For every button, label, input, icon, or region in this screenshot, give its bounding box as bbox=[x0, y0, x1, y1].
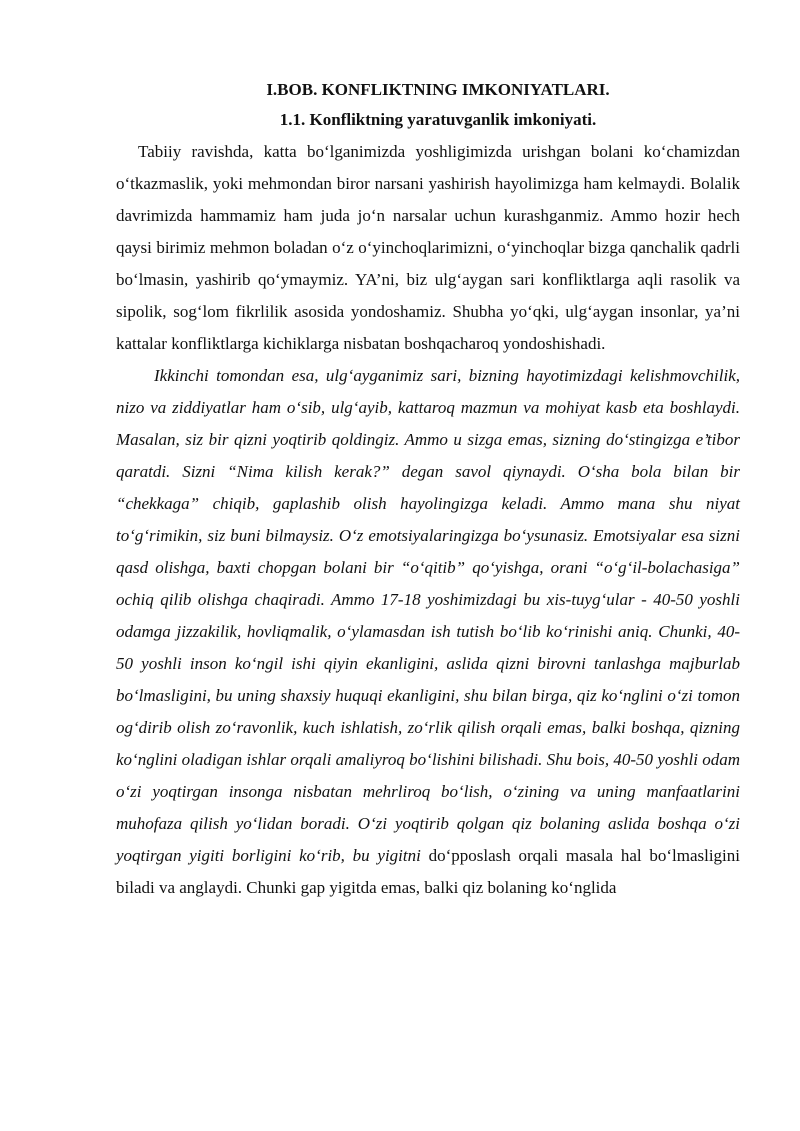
paragraph-1: Tabiiy ravishda, katta bo‘lganimizda yoshligimizda urishgan bolani ko‘chamizdan o‘tkazmaslik, yoki mehmondan biror narsani yashirish hayolimizga ham kelmaydi. Bolalik davrimizda hammamiz ham juda jo‘n narsalar uchun kurashganmiz. Ammo hozir hech qaysi birimiz mehmon boladan o‘z o‘yinchoqlarimizni, o‘yinchoqlar bizga qanchalik qadrli bo‘lmasin, yashirib qo‘ymaymiz. YA’ni, biz ulg‘aygan sari konfliktlarga aqli rasolik va sipolik, sog‘lom fikrlilik asosida yondoshamiz. Shubha yo‘qki, ulg‘aygan insonlar, ya’ni kattalar konfliktlarga kichiklarga nisbatan boshqacharoq yondoshishadi. bbox=[116, 142, 740, 353]
paragraph-2 bbox=[116, 360, 740, 904]
paragraph-2-roman-text: do‘pposlash orqali masala hal bo‘lmasligini biladi va anglaydi. Chunki gap yigitda emas, balki qiz bolaning ko‘nglida bbox=[116, 846, 740, 897]
paragraph-2-italic-text: Ikkinchi tomondan esa, ulg‘ayganimiz sari, bizning hayotimizdagi kelishmovchilik, nizo va ziddiyatlar ham o‘sib, ulg‘ayib, kattaroq mazmun va mohiyat kasb eta boshlaydi. Masalan, siz bir qizni yoqtirib qoldingiz. Ammo u sizga emas, sizning do‘stingizga e’tibor qaratdi. Sizni “Nima kilish kerak?” degan savol qiynaydi. O‘sha bola bilan bir “chekkaga” chiqib, gaplashib olish hayolingizga keladi. Ammo mana shu niyat to‘g‘rimikin, siz buni bilmaysiz. O‘z emotsiyalaringizga bo‘ysunasiz. Emotsiyalar esa sizni qasd olishga, baxti chopgan bolani bir “o‘qitib” qo‘yishga, orani “o‘g‘il-bolachasiga” ochiq qilib olishga chaqiradi. Ammo 17-18 yoshimizdagi bu xis-tuyg‘ular - 40-50 yoshli odamga jizzakilik, hovliqmalik, o‘ylamasdan ish tutish bo‘lib ko‘rinishi aniq. Chunki, 40-50 yoshli inson ko‘ngil ishi qiyin ekanligini, aslida qizni birovni tanlashga majburlab bo‘lmasligini, bu uning shaxsiy huquqi ekanligini, shu bilan birga, qiz ko‘nglini o‘zi tomon og‘dirib olish zo‘ravonlik, kuch ishlatish, zo‘rlik qilish orqali emas, balki boshqa, qizning ko‘nglini oladigan ishlar orqali amaliyroq bo‘lishini bilishadi. Shu bois, 40-50 yoshli odam o‘zi yoqtirgan insonga nisbatan mehrliroq bo‘lish, o‘zining va uning manfaatlarini muhofaza qilish yo‘lidan boradi. O‘zi yoqtirib qolgan qiz bolaning aslida boshqa o‘zi yoqtirgan yigiti borligini ko‘rib, bu yigitni bbox=[116, 366, 740, 865]
section-title: 1.1. Konfliktning yaratuvganlik imkoniyati. bbox=[279, 110, 597, 129]
chapter-title: I.BOB. KONFLIKTNING IMKONIYATLARI. bbox=[266, 80, 610, 99]
